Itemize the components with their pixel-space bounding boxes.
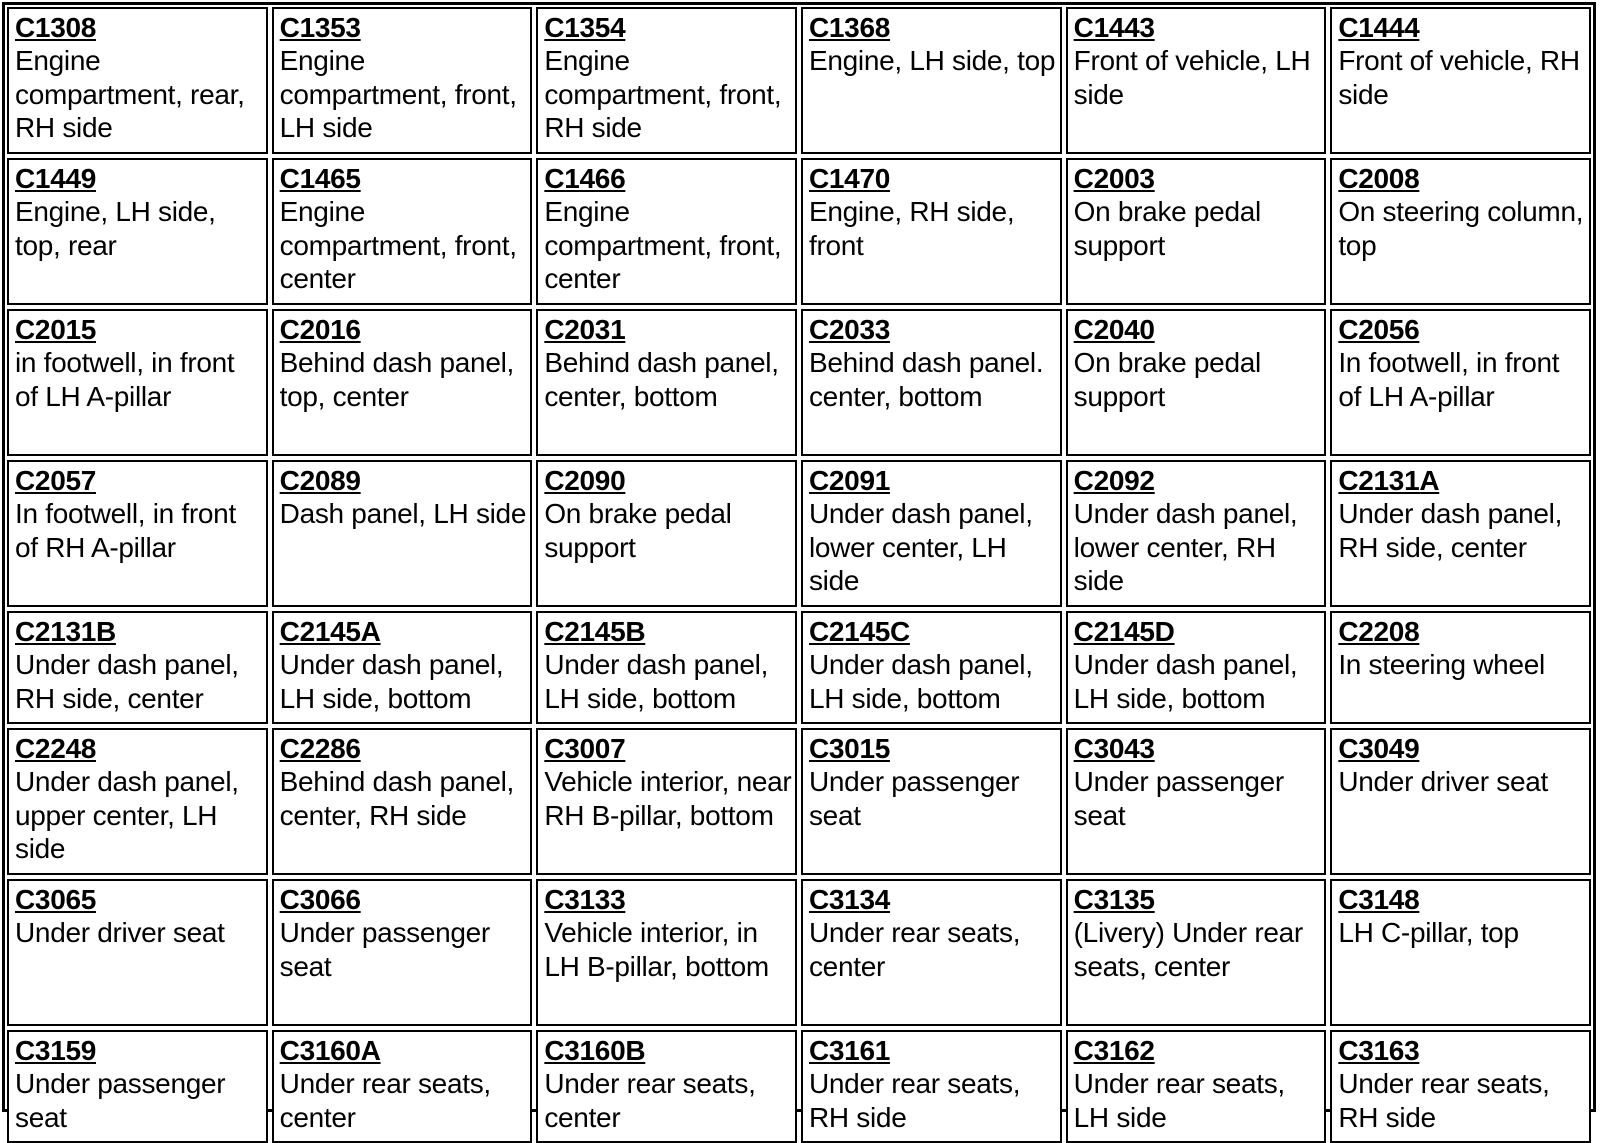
connector-cell <box>7 309 268 456</box>
connector-cell <box>7 611 268 724</box>
connector-code-link[interactable]: C2057 <box>15 465 97 496</box>
connector-code-link[interactable]: C2286 <box>279 733 361 764</box>
connector-location: Under dash panel, LH side, bottom <box>544 649 769 714</box>
connector-code-link[interactable]: C1444 <box>1338 12 1420 43</box>
connector-code-link[interactable]: C2056 <box>1338 314 1420 345</box>
connector-code-link[interactable]: C2033 <box>808 314 890 345</box>
connector-code-link[interactable]: C1449 <box>15 163 97 194</box>
connector-location: Engine compartment, front, center <box>544 196 782 294</box>
connector-cell <box>536 460 797 607</box>
connector-location: Engine, LH side, top <box>808 45 1056 76</box>
connector-cell <box>536 879 797 1026</box>
connector-cell <box>1330 728 1591 875</box>
connector-code-link[interactable]: C3133 <box>544 884 626 915</box>
connector-code-link[interactable]: C2015 <box>15 314 97 345</box>
connector-location: Under passenger seat <box>15 1068 226 1133</box>
connector-code-link[interactable]: C3015 <box>808 733 890 764</box>
connector-code-link[interactable]: C3043 <box>1073 733 1155 764</box>
connector-cell <box>536 7 797 154</box>
connector-code-link[interactable]: C1354 <box>544 12 626 43</box>
connector-cell <box>272 460 533 607</box>
connector-location: Vehicle interior, in LH B-pillar, bottom <box>544 917 769 982</box>
connector-code-link[interactable]: C3162 <box>1073 1035 1155 1066</box>
connector-cell <box>801 728 1062 875</box>
connector-cell <box>1066 460 1327 607</box>
connector-code-link[interactable]: C1465 <box>279 163 361 194</box>
connector-cell <box>1066 611 1327 724</box>
connector-cell <box>801 309 1062 456</box>
connector-location: Under dash panel, LH side, bottom <box>279 649 504 714</box>
connector-cell <box>272 611 533 724</box>
connector-location: Under driver seat <box>15 917 225 948</box>
connector-code-link[interactable]: C2016 <box>279 314 361 345</box>
connector-location: On brake pedal support <box>1073 347 1261 412</box>
connector-code-link[interactable]: C1443 <box>1073 12 1155 43</box>
connector-location: Behind dash panel. center, bottom <box>808 347 1044 412</box>
connector-code-link[interactable]: C1353 <box>279 12 361 43</box>
connector-code-link[interactable]: C2145B <box>544 616 646 647</box>
connector-cell <box>1330 1030 1591 1143</box>
connector-cell <box>272 879 533 1026</box>
connector-code-link[interactable]: C2040 <box>1073 314 1155 345</box>
connector-cell <box>1066 879 1327 1026</box>
connector-code-link[interactable]: C2091 <box>808 465 890 496</box>
connector-cell <box>801 1030 1062 1143</box>
connector-location: Under dash panel, lower center, LH side <box>808 498 1033 596</box>
connector-location: Under rear seats, LH side <box>1073 1068 1285 1133</box>
connector-cell <box>1066 728 1327 875</box>
connector-location: Under passenger seat <box>1073 766 1284 831</box>
connector-code-link[interactable]: C2208 <box>1338 616 1420 647</box>
connector-cell <box>1330 611 1591 724</box>
connector-location: Behind dash panel, center, RH side <box>279 766 515 831</box>
connector-cell <box>1330 7 1591 154</box>
connector-location: Engine compartment, front, RH side <box>544 45 782 143</box>
connector-location: Front of vehicle, RH side <box>1338 45 1580 110</box>
connector-location: Under rear seats, center <box>279 1068 491 1133</box>
connector-cell <box>801 7 1062 154</box>
connector-location: Under passenger seat <box>279 917 490 982</box>
connector-cell <box>7 1030 268 1143</box>
connector-cell <box>1066 158 1327 305</box>
connector-cell <box>536 309 797 456</box>
connector-cell <box>1330 309 1591 456</box>
connector-location: Under dash panel, RH side, center <box>15 649 239 714</box>
connector-cell <box>272 158 533 305</box>
connector-location: Behind dash panel, center, bottom <box>544 347 779 412</box>
connector-cell <box>7 879 268 1026</box>
connector-location-table <box>2 2 1596 1133</box>
connector-code-link[interactable]: C2131B <box>15 616 116 647</box>
connector-location: In steering wheel <box>1338 649 1545 680</box>
connector-location: Under rear seats, center <box>808 917 1021 982</box>
connector-cell <box>272 1030 533 1143</box>
connector-cell <box>272 728 533 875</box>
connector-location: Behind dash panel, top, center <box>279 347 515 412</box>
connector-code-link[interactable]: C2031 <box>544 314 626 345</box>
connector-cell <box>801 460 1062 607</box>
connector-code-link[interactable]: C3066 <box>279 884 361 915</box>
connector-code-link[interactable]: C1466 <box>544 163 626 194</box>
connector-code-link[interactable]: C3161 <box>808 1035 890 1066</box>
connector-code-link[interactable]: C3049 <box>1338 733 1420 764</box>
connector-location: Under dash panel, upper center, LH side <box>15 766 239 864</box>
connector-location: Vehicle interior, near RH B-pillar, bottom <box>544 766 792 831</box>
connector-location: In footwell, in front of RH A-pillar <box>15 498 236 563</box>
connector-location: Under rear seats, RH side <box>1338 1068 1550 1133</box>
connector-location: Under dash panel, LH side, bottom <box>1073 649 1298 714</box>
connector-cell <box>7 7 268 154</box>
connector-cell <box>1330 460 1591 607</box>
connector-cell <box>801 611 1062 724</box>
connector-location: LH C-pillar, top <box>1338 917 1519 948</box>
connector-location: Dash panel, LH side <box>279 498 527 529</box>
connector-location: Under passenger seat <box>808 766 1020 831</box>
connector-cell <box>536 158 797 305</box>
connector-cell <box>801 879 1062 1026</box>
connector-cell <box>1066 309 1327 456</box>
connector-cell <box>1330 158 1591 305</box>
connector-location: On brake pedal support <box>544 498 732 563</box>
connector-code-link[interactable]: C1368 <box>808 12 890 43</box>
connector-cell <box>1330 879 1591 1026</box>
connector-code-link[interactable]: C2145D <box>1073 616 1175 647</box>
connector-location: Engine compartment, rear, RH side <box>15 45 245 143</box>
connector-location: On brake pedal support <box>1073 196 1261 261</box>
connector-code-link[interactable]: C2090 <box>544 465 626 496</box>
connector-cell <box>536 611 797 724</box>
connector-code-link[interactable]: C2008 <box>1338 163 1420 194</box>
connector-location: Under dash panel, RH side, center <box>1338 498 1563 563</box>
connector-cell <box>536 728 797 875</box>
connector-location: Under driver seat <box>1338 766 1548 797</box>
connector-location: On steering column, top <box>1338 196 1584 261</box>
connector-cell <box>7 158 268 305</box>
connector-code-link[interactable]: C2248 <box>15 733 97 764</box>
connector-code-link[interactable]: C3148 <box>1338 884 1420 915</box>
connector-location: Engine, LH side, top, rear <box>15 196 216 261</box>
connector-code-link[interactable]: C2003 <box>1073 163 1155 194</box>
connector-location: Under rear seats, center <box>544 1068 756 1133</box>
connector-code-link[interactable]: C2089 <box>279 465 361 496</box>
connector-location: Engine compartment, front, LH side <box>279 45 517 143</box>
connector-code-link[interactable]: C2145C <box>808 616 910 647</box>
connector-cell <box>7 728 268 875</box>
connector-cell <box>801 158 1062 305</box>
connector-cell <box>7 460 268 607</box>
connector-code-link[interactable]: C3160A <box>279 1035 381 1066</box>
connector-code-link[interactable]: C3065 <box>15 884 97 915</box>
connector-code-link[interactable]: C1470 <box>808 163 890 194</box>
connector-code-link[interactable]: C3007 <box>544 733 626 764</box>
connector-location: Engine compartment, front, center <box>279 196 517 294</box>
connector-cell <box>1066 1030 1327 1143</box>
connector-location: Front of vehicle, LH side <box>1073 45 1311 110</box>
connector-code-link[interactable]: C2131A <box>1338 465 1440 496</box>
connector-code-link[interactable]: C3160B <box>544 1035 646 1066</box>
connector-location: Under rear seats, RH side <box>808 1068 1021 1133</box>
connector-location: in footwell, in front of LH A-pillar <box>15 347 235 412</box>
connector-location: In footwell, in front of LH A-pillar <box>1338 347 1560 412</box>
connector-cell <box>272 7 533 154</box>
connector-cell <box>1066 7 1327 154</box>
connector-code-link[interactable]: C3134 <box>808 884 890 915</box>
connector-location: Under dash panel, LH side, bottom <box>808 649 1033 714</box>
connector-location: (Livery) Under rear seats, center <box>1073 917 1303 982</box>
connector-location: Under dash panel, lower center, RH side <box>1073 498 1298 596</box>
connector-cell <box>272 309 533 456</box>
connector-code-link[interactable]: C3135 <box>1073 884 1155 915</box>
connector-code-link[interactable]: C3163 <box>1338 1035 1420 1066</box>
connector-code-link[interactable]: C2145A <box>279 616 381 647</box>
connector-code-link[interactable]: C3159 <box>15 1035 97 1066</box>
connector-code-link[interactable]: C1308 <box>15 12 97 43</box>
connector-location: Engine, RH side, front <box>808 196 1015 261</box>
connector-code-link[interactable]: C2092 <box>1073 465 1155 496</box>
connector-cell <box>536 1030 797 1143</box>
